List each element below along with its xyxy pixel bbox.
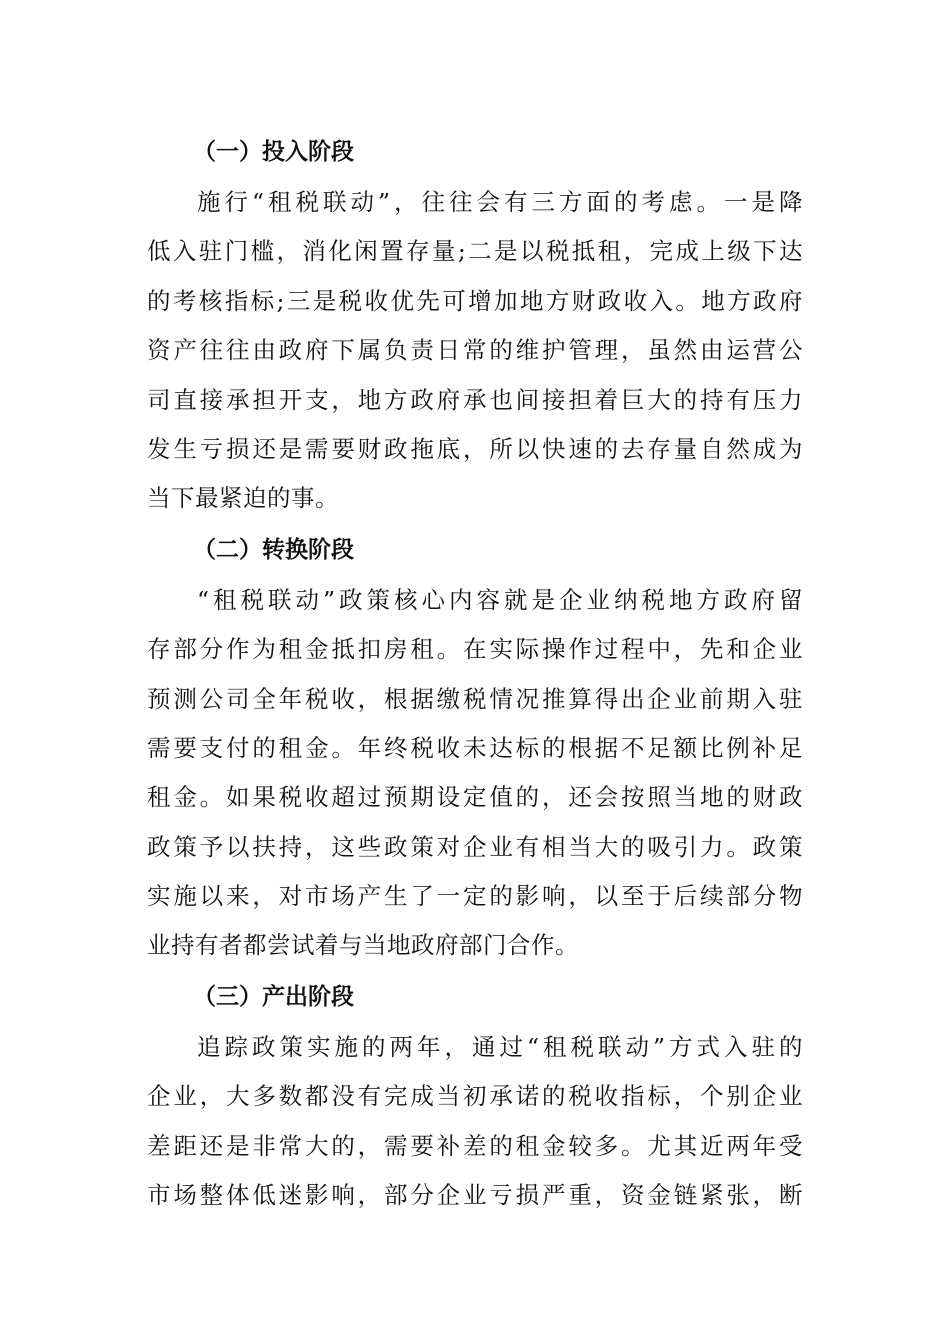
text-line: 需要支付的租金。年终税收未达标的根据不足额比例补足 xyxy=(147,733,803,762)
section-heading-1: （一）投入阶段 xyxy=(193,138,354,165)
text-line: 企业，大多数都没有完成当初承诺的税收指标，个别企业 xyxy=(147,1082,803,1111)
document-body xyxy=(147,126,803,1220)
text-line: 施行“租税联动”，往往会有三方面的考虑。一是降 xyxy=(197,188,803,216)
section-paragraph-3 xyxy=(147,1023,803,1221)
text-line: 实施以来，对市场产生了一定的影响，以至于后续部分物 xyxy=(147,882,803,911)
text-line: 当下最紧迫的事。 xyxy=(147,484,339,513)
text-line: 资产往往由政府下属负责日常的维护管理，虽然由运营公 xyxy=(147,336,803,365)
text-line: 租金。如果税收超过预期设定值的，还会按照当地的财政 xyxy=(147,783,803,812)
section-paragraph-2 xyxy=(147,576,803,971)
text-line: “租税联动”政策核心内容就是企业纳税地方政府留 xyxy=(197,585,803,614)
text-line: 预测公司全年税收，根据缴税情况推算得出企业前期入驻 xyxy=(147,684,803,713)
text-line: 追踪政策实施的两年，通过“租税联动”方式入驻的 xyxy=(197,1032,803,1061)
text-line: 的考核指标;三是税收优先可增加地方财政收入。地方政府 xyxy=(147,286,803,315)
section-heading-3: （三）产出阶段 xyxy=(193,982,354,1010)
section-heading-2: （二）转换阶段 xyxy=(193,535,354,563)
text-line: 低入驻门槛，消化闲置存量;二是以税抵租，完成上级下达 xyxy=(147,237,803,266)
text-line: 存部分作为租金抵扣房租。在实际操作过程中，先和企业 xyxy=(147,635,803,664)
section-paragraph-1 xyxy=(147,178,803,524)
text-line: 政策予以扶持，这些政策对企业有相当大的吸引力。政策 xyxy=(147,832,803,861)
text-line: 差距还是非常大的，需要补差的租金较多。尤其近两年受 xyxy=(147,1131,803,1160)
text-line: 司直接承担开支，地方政府承也间接担着巨大的持有压力 xyxy=(147,385,803,414)
text-line: 业持有者都尝试着与当地政府部门合作。 xyxy=(147,931,579,960)
text-line: 市场整体低迷影响，部分企业亏损严重，资金链紧张，断 xyxy=(147,1181,803,1210)
text-line: 发生亏损还是需要财政拖底，所以快速的去存量自然成为 xyxy=(147,434,803,463)
